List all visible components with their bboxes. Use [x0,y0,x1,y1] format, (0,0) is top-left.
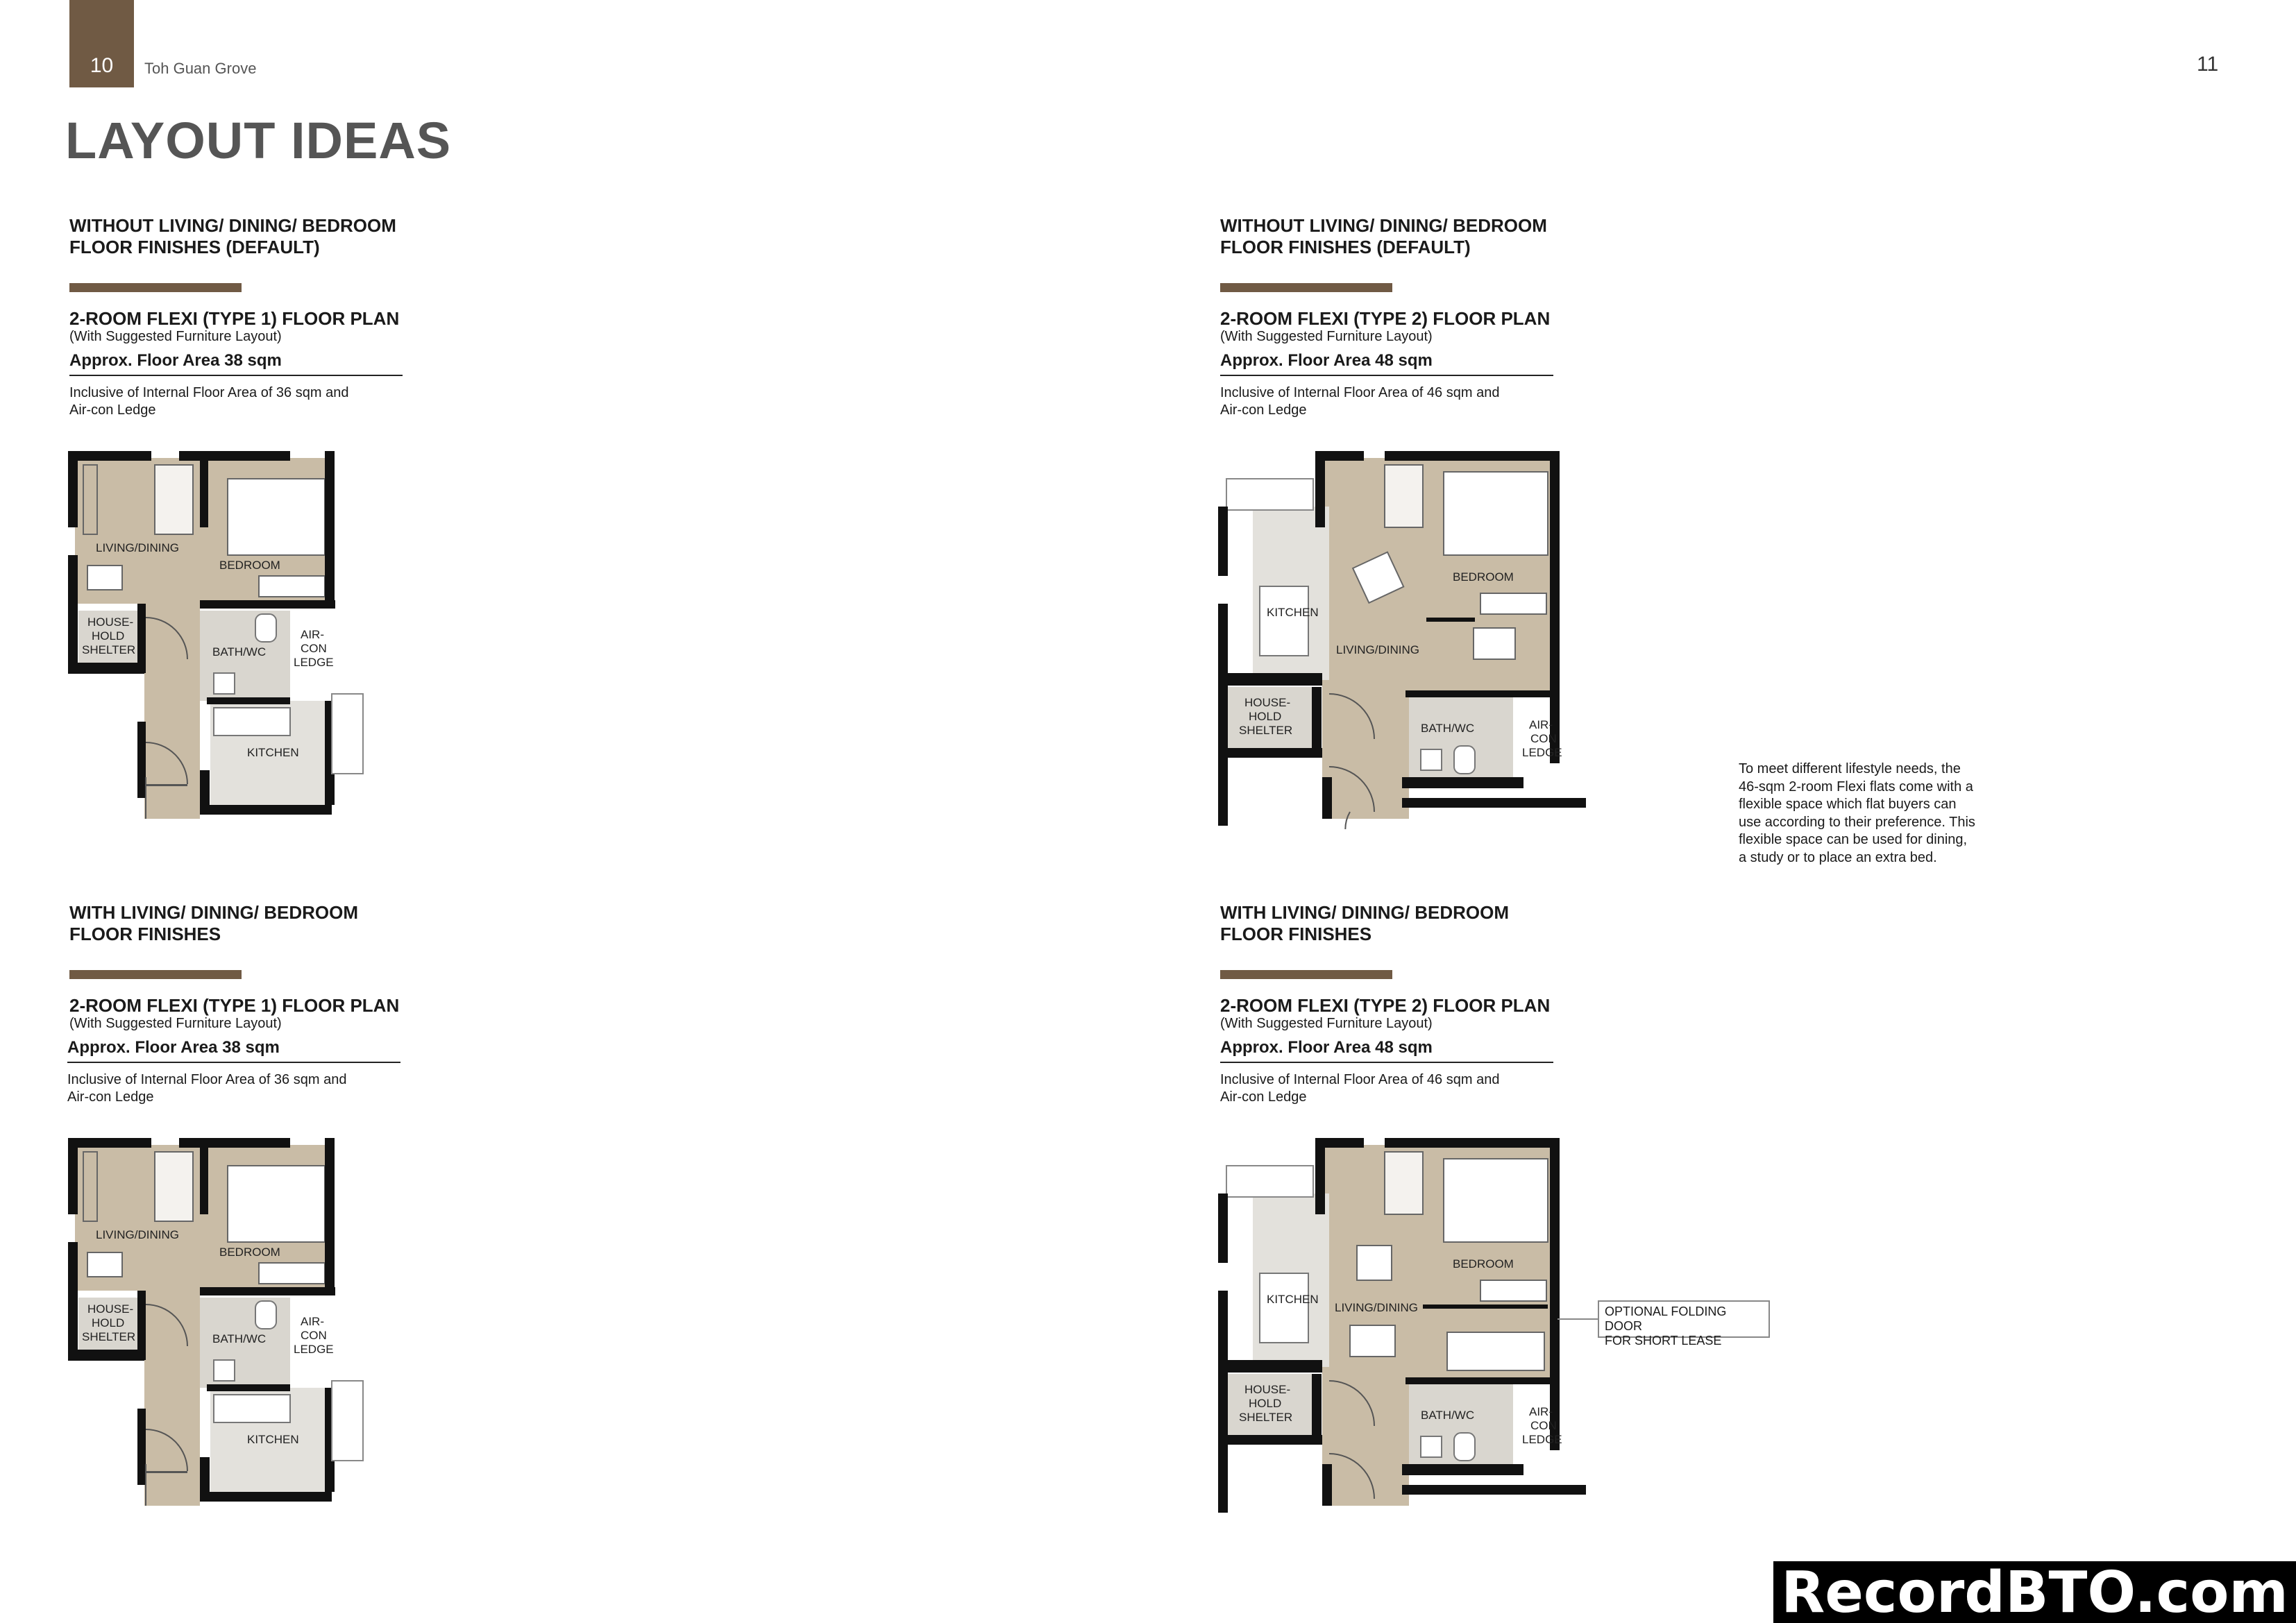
kitchen-counter [1260,1273,1308,1343]
inclusive-line-1: Inclusive of Internal Floor Area of 36 sqm and [67,1072,347,1087]
basin [1421,749,1442,770]
label-kitchen: KITCHEN [247,746,299,759]
inclusive-line-2: Air-con Ledge [69,402,156,418]
label-aircon-1: AIR- [1529,1405,1553,1418]
floor-plan-type-2 [1218,451,1586,829]
entry-floor [1322,687,1409,819]
armchair [155,465,193,534]
armchair [1385,1152,1423,1214]
plan-title: 2-ROOM FLEXI (TYPE 1) FLOOR PLAN [69,995,400,1016]
label-household-2: HOLD [92,629,125,643]
label-aircon-3: LEDGE [1522,1433,1562,1446]
page-title: LAYOUT IDEAS [65,112,452,169]
label-bedroom: BEDROOM [1453,1257,1514,1271]
label-bath: BATH/WC [212,1332,267,1345]
extra-bed [1447,1332,1544,1370]
section-type1-finishes [67,902,555,1105]
toilet [1454,746,1475,774]
inclusive-note [67,1071,428,1106]
label-bedroom: BEDROOM [219,559,280,572]
callout-leader-line [1558,1318,1598,1320]
window-ledge [332,694,363,774]
label-aircon-2: CON [1530,732,1557,745]
label-household-1: HOUSE- [87,1302,134,1316]
floor-area: Approx. Floor Area 38 sqm [69,351,403,376]
note-line: flexible space which flat buyers can [1739,797,1957,812]
label-aircon-1: AIR- [1529,718,1553,731]
bed [1444,1159,1548,1242]
floor-area: Approx. Floor Area 38 sqm [67,1038,400,1063]
note-line: flexible space can be used for dining, [1739,832,1968,847]
basin [214,673,235,694]
inclusive-note [1220,1071,1581,1106]
label-household-1: HOUSE- [87,615,134,629]
plan-subtitle: (With Suggested Furniture Layout) [1220,329,1433,344]
inclusive-line-1: Inclusive of Internal Floor Area of 36 sqm and [69,385,349,400]
label-aircon-1: AIR- [301,1315,324,1328]
callout-line-1: OPTIONAL FOLDING DOOR [1605,1305,1727,1333]
service-yard [1226,1166,1313,1197]
label-bath: BATH/WC [1421,722,1475,735]
section-heading-line-1: WITH LIVING/ DINING/ BEDROOM [69,902,358,923]
section-heading-line-2: FLOOR FINISHES (DEFAULT) [1220,237,1471,257]
label-kitchen: KITCHEN [247,1433,299,1446]
page-number-left: 10 [69,0,134,87]
callout-line-2: FOR SHORT LEASE [1605,1334,1722,1348]
label-kitchen: KITCHEN [1267,1293,1319,1306]
label-living-dining: LIVING/DINING [96,541,179,554]
folding-door-callout [1598,1300,1770,1348]
plan-title: 2-ROOM FLEXI (TYPE 1) FLOOR PLAN [69,308,400,329]
label-bedroom: BEDROOM [219,1246,280,1259]
label-kitchen: KITCHEN [1267,606,1319,619]
label-bedroom: BEDROOM [1453,570,1514,584]
accent-bar [1220,970,1392,979]
bed [228,479,325,555]
label-aircon-3: LEDGE [294,656,334,669]
section-type1-default [69,215,555,418]
label-household-1: HOUSE- [1244,696,1291,709]
wardrobe [1480,1280,1546,1301]
label-household-3: SHELTER [1239,724,1293,737]
floor-plan-drawing [68,1138,366,1513]
section-heading-line-1: WITHOUT LIVING/ DINING/ BEDROOM [69,215,396,236]
label-household-2: HOLD [1249,710,1282,723]
label-household-3: SHELTER [1239,1411,1293,1424]
label-living-dining: LIVING/DINING [1335,1301,1418,1314]
wardrobe [259,1263,325,1284]
label-household-2: HOLD [92,1316,125,1329]
floor-plan-type-1 [68,451,366,826]
inclusive-line-1: Inclusive of Internal Floor Area of 46 sqm and [1220,1072,1500,1087]
running-title: Toh Guan Grove [144,60,257,77]
section-type2-finishes [1220,902,1706,1105]
label-aircon-3: LEDGE [1522,746,1562,759]
armchair [1385,465,1423,527]
floor-area: Approx. Floor Area 48 sqm [1220,351,1553,376]
label-aircon-1: AIR- [301,628,324,641]
note-line: use according to their preference. This [1739,814,1975,830]
dining-table [87,1252,122,1277]
label-bath: BATH/WC [212,645,267,658]
note-line: a study or to place an extra bed. [1739,849,1937,865]
entry-floor [1322,1374,1409,1506]
entrance-door [146,784,187,786]
inclusive-line-2: Air-con Ledge [1220,1089,1307,1105]
plan-title: 2-ROOM FLEXI (TYPE 2) FLOOR PLAN [1220,308,1551,329]
section-type2-default [1220,215,1706,418]
label-household-2: HOLD [1249,1397,1282,1410]
label-living-dining: LIVING/DINING [96,1228,179,1241]
bed [1444,472,1548,555]
inclusive-line-2: Air-con Ledge [67,1089,154,1105]
floor-plan-drawing [1218,451,1586,829]
inclusive-line-2: Air-con Ledge [1220,402,1307,418]
label-bath: BATH/WC [1421,1409,1475,1422]
basin [1421,1436,1442,1457]
label-aircon-2: CON [301,642,327,655]
section-heading-line-2: FLOOR FINISHES [69,924,221,944]
kitchen-counter [214,708,290,736]
dining-table [87,566,122,590]
wardrobe [1480,593,1546,614]
dining-table [1350,1325,1395,1357]
flexible-space-note [1739,760,1989,867]
accent-bar [1220,283,1392,292]
section-heading-line-2: FLOOR FINISHES [1220,924,1372,944]
inclusive-note [1220,384,1581,419]
plan-subtitle: (With Suggested Furniture Layout) [69,329,282,344]
kitchen-counter [214,1395,290,1422]
label-household-3: SHELTER [82,643,136,656]
lounge-chair [1357,1246,1392,1280]
window-ledge [332,1381,363,1461]
inclusive-line-1: Inclusive of Internal Floor Area of 46 sqm and [1220,385,1500,400]
plan-subtitle: (With Suggested Furniture Layout) [1220,1016,1433,1031]
toilet [255,614,276,642]
toilet [255,1301,276,1329]
page-number-right: 11 [2197,53,2219,76]
label-household-1: HOUSE- [1244,1383,1291,1396]
armchair [155,1152,193,1221]
section-heading-line-1: WITH LIVING/ DINING/ BEDROOM [1220,902,1509,923]
basin [214,1360,235,1381]
dining-table [1474,628,1515,659]
floor-area: Approx. Floor Area 48 sqm [1220,1038,1553,1063]
entrance-door [146,1471,187,1473]
floor-plan-type-2 [1218,1138,1586,1516]
floor-plan-drawing [1218,1138,1586,1516]
plan-subtitle: (With Suggested Furniture Layout) [69,1016,282,1031]
accent-bar [69,970,242,979]
label-aircon-2: CON [1530,1419,1557,1432]
label-aircon-3: LEDGE [294,1343,334,1356]
plan-title: 2-ROOM FLEXI (TYPE 2) FLOOR PLAN [1220,995,1551,1016]
wardrobe [259,576,325,597]
label-living-dining: LIVING/DINING [1336,643,1419,656]
label-aircon-2: CON [301,1329,327,1342]
inclusive-note [69,384,430,419]
toilet [1454,1433,1475,1461]
label-household-3: SHELTER [82,1330,136,1343]
kitchen-counter [1260,586,1308,656]
note-line: To meet different lifestyle needs, the [1739,761,1961,776]
bed [228,1166,325,1242]
service-yard [1226,479,1313,510]
section-heading-line-1: WITHOUT LIVING/ DINING/ BEDROOM [1220,215,1547,236]
accent-bar [69,283,242,292]
floor-plan-type-1 [68,1138,366,1513]
section-heading-line-2: FLOOR FINISHES (DEFAULT) [69,237,320,257]
floor-plan-drawing [68,451,366,826]
watermark-logo: RecordBTO.com [1773,1561,2296,1623]
note-line: 46-sqm 2-room Flexi flats come with a [1739,779,1973,794]
